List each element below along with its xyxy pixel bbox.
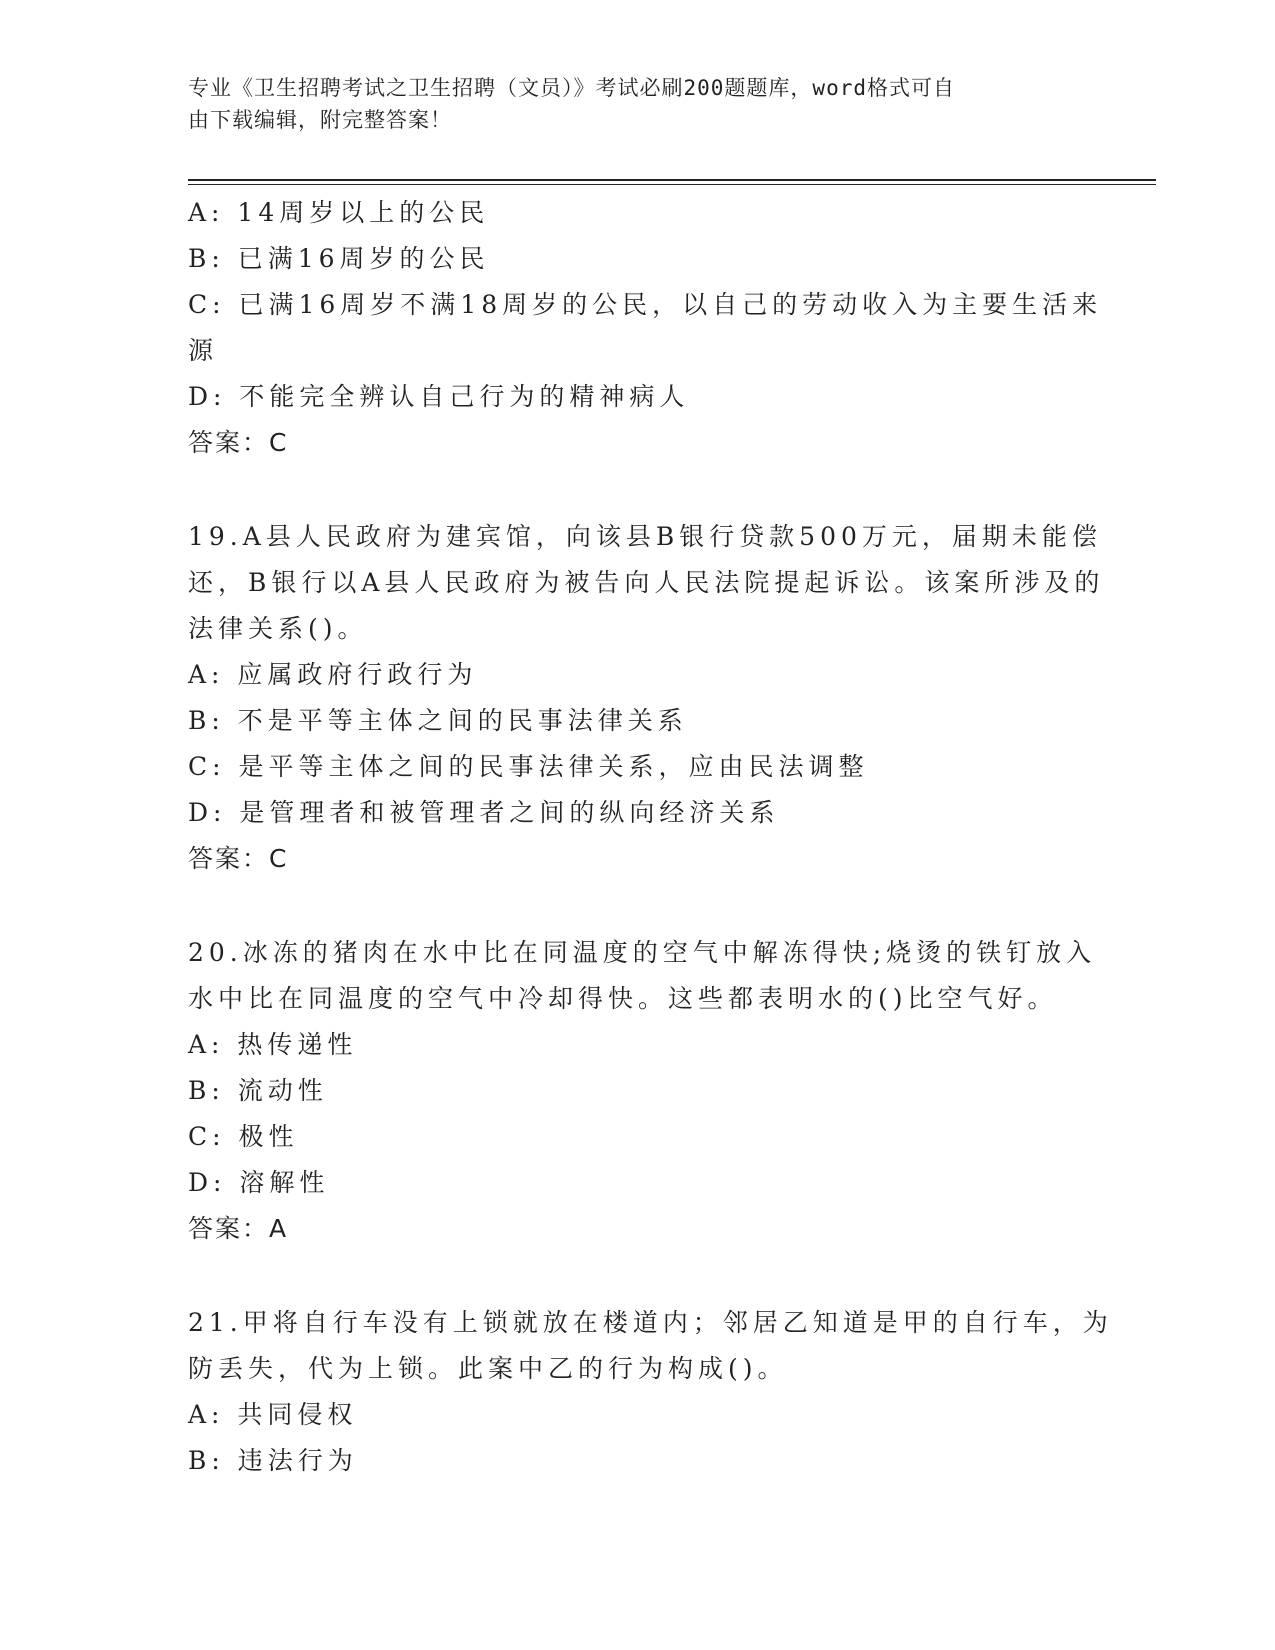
question-20 bbox=[188, 930, 1097, 1252]
option-b: B: 流动性 bbox=[188, 1076, 328, 1105]
question-text-line: 水中比在同温度的空气中冷却得快。这些都表明水的()比空气好。 bbox=[188, 984, 1058, 1013]
option-b: B: 违法行为 bbox=[188, 1446, 358, 1475]
option-d: D: 溶解性 bbox=[188, 1168, 330, 1197]
answer-line: 答案：C bbox=[188, 428, 289, 457]
header-divider bbox=[188, 179, 1156, 181]
option-c: C: 极性 bbox=[188, 1122, 299, 1151]
question-text-line: 19.A县人民政府为建宾馆，向该县B银行贷款500万元，届期未能偿 bbox=[188, 522, 1102, 551]
option-c-continued: 源 bbox=[188, 336, 219, 365]
question-18 bbox=[188, 190, 1103, 466]
question-text-line: 还，B银行以A县人民政府为被告向人民法院提起诉讼。该案所涉及的 bbox=[188, 568, 1105, 597]
header-line-2: 由下载编辑，附完整答案！ bbox=[188, 108, 452, 132]
option-d: D: 不能完全辨认自己行为的精神病人 bbox=[188, 382, 690, 411]
header-line-1: 专业《卫生招聘考试之卫生招聘（文员）》考试必刷200题题库，word格式可自 bbox=[188, 76, 955, 100]
header-divider-thin bbox=[188, 184, 1156, 185]
question-21 bbox=[188, 1300, 1113, 1484]
question-list bbox=[188, 190, 1113, 1484]
question-text-line: 防丢失，代为上锁。此案中乙的行为构成()。 bbox=[188, 1354, 788, 1383]
question-19 bbox=[188, 514, 1105, 882]
answer-line: 答案：A bbox=[188, 1214, 289, 1243]
question-text-line: 21.甲将自行车没有上锁就放在楼道内；邻居乙知道是甲的自行车，为 bbox=[188, 1308, 1113, 1337]
option-a: A: 14周岁以上的公民 bbox=[188, 198, 490, 227]
question-text-line: 20.冰冻的猪肉在水中比在同温度的空气中解冻得快;烧烫的铁钉放入 bbox=[188, 938, 1097, 967]
option-c: C: 已满16周岁不满18周岁的公民，以自己的劳动收入为主要生活来 bbox=[188, 290, 1103, 319]
document-header bbox=[188, 72, 1068, 136]
option-a: A: 应属政府行政行为 bbox=[188, 660, 478, 689]
question-text-line: 法律关系()。 bbox=[188, 614, 368, 643]
answer-line: 答案：C bbox=[188, 844, 289, 873]
option-b: B: 已满16周岁的公民 bbox=[188, 244, 490, 273]
option-b: B: 不是平等主体之间的民事法律关系 bbox=[188, 706, 688, 735]
option-a: A: 共同侵权 bbox=[188, 1400, 358, 1429]
option-a: A: 热传递性 bbox=[188, 1030, 358, 1059]
option-d: D: 是管理者和被管理者之间的纵向经济关系 bbox=[188, 798, 780, 827]
option-c: C: 是平等主体之间的民事法律关系，应由民法调整 bbox=[188, 752, 869, 781]
